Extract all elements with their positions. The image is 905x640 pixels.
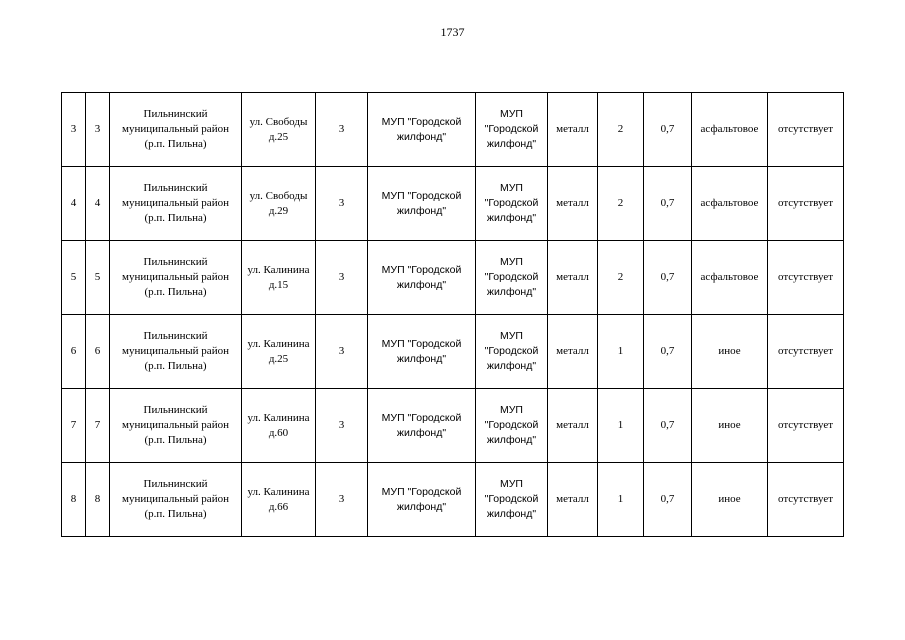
count-cell: 3 [316, 315, 368, 389]
row-number: 5 [62, 241, 86, 315]
row-index: 8 [86, 463, 110, 537]
district-cell: Пильнинский муниципальный район (р.п. Пильна) [110, 463, 242, 537]
row-index: 5 [86, 241, 110, 315]
table-row [62, 315, 844, 389]
containers-cell: 2 [598, 241, 644, 315]
fence-cell: отсутствует [768, 93, 844, 167]
fence-cell: отсутствует [768, 389, 844, 463]
containers-cell: 1 [598, 315, 644, 389]
surface-cell: асфальтовое [692, 167, 768, 241]
count-cell: 3 [316, 463, 368, 537]
owner-cell: МУП "Городской жилфонд" [476, 315, 548, 389]
address-cell: ул. Свободы д.29 [242, 167, 316, 241]
containers-cell: 2 [598, 93, 644, 167]
row-index: 6 [86, 315, 110, 389]
count-cell: 3 [316, 167, 368, 241]
table-row [62, 389, 844, 463]
material-cell: металл [548, 93, 598, 167]
row-number: 4 [62, 167, 86, 241]
fence-cell: отсутствует [768, 241, 844, 315]
containers-cell: 1 [598, 389, 644, 463]
table-row [62, 167, 844, 241]
organization-cell: МУП "Городской жилфонд" [368, 315, 476, 389]
row-number: 3 [62, 93, 86, 167]
fence-cell: отсутствует [768, 463, 844, 537]
row-index: 3 [86, 93, 110, 167]
row-index: 7 [86, 389, 110, 463]
table-row [62, 463, 844, 537]
address-cell: ул. Калинина д.15 [242, 241, 316, 315]
owner-cell: МУП "Городской жилфонд" [476, 93, 548, 167]
district-cell: Пильнинский муниципальный район (р.п. Пильна) [110, 167, 242, 241]
surface-cell: асфальтовое [692, 93, 768, 167]
material-cell: металл [548, 389, 598, 463]
waste-sites-table [61, 92, 844, 537]
material-cell: металл [548, 463, 598, 537]
surface-cell: асфальтовое [692, 241, 768, 315]
row-number: 8 [62, 463, 86, 537]
volume-cell: 0,7 [644, 167, 692, 241]
organization-cell: МУП "Городской жилфонд" [368, 463, 476, 537]
district-cell: Пильнинский муниципальный район (р.п. Пильна) [110, 389, 242, 463]
owner-cell: МУП "Городской жилфонд" [476, 167, 548, 241]
containers-cell: 1 [598, 463, 644, 537]
address-cell: ул. Калинина д.66 [242, 463, 316, 537]
volume-cell: 0,7 [644, 315, 692, 389]
count-cell: 3 [316, 389, 368, 463]
district-cell: Пильнинский муниципальный район (р.п. Пильна) [110, 241, 242, 315]
address-cell: ул. Свободы д.25 [242, 93, 316, 167]
owner-cell: МУП "Городской жилфонд" [476, 241, 548, 315]
count-cell: 3 [316, 93, 368, 167]
material-cell: металл [548, 315, 598, 389]
row-index: 4 [86, 167, 110, 241]
surface-cell: иное [692, 315, 768, 389]
row-number: 7 [62, 389, 86, 463]
fence-cell: отсутствует [768, 315, 844, 389]
fence-cell: отсутствует [768, 167, 844, 241]
surface-cell: иное [692, 389, 768, 463]
district-cell: Пильнинский муниципальный район (р.п. Пильна) [110, 93, 242, 167]
volume-cell: 0,7 [644, 463, 692, 537]
organization-cell: МУП "Городской жилфонд" [368, 167, 476, 241]
material-cell: металл [548, 241, 598, 315]
owner-cell: МУП "Городской жилфонд" [476, 389, 548, 463]
volume-cell: 0,7 [644, 93, 692, 167]
surface-cell: иное [692, 463, 768, 537]
address-cell: ул. Калинина д.25 [242, 315, 316, 389]
volume-cell: 0,7 [644, 241, 692, 315]
district-cell: Пильнинский муниципальный район (р.п. Пильна) [110, 315, 242, 389]
table-row [62, 93, 844, 167]
table-row [62, 241, 844, 315]
organization-cell: МУП "Городской жилфонд" [368, 389, 476, 463]
owner-cell: МУП "Городской жилфонд" [476, 463, 548, 537]
organization-cell: МУП "Городской жилфонд" [368, 93, 476, 167]
containers-cell: 2 [598, 167, 644, 241]
count-cell: 3 [316, 241, 368, 315]
address-cell: ул. Калинина д.60 [242, 389, 316, 463]
organization-cell: МУП "Городской жилфонд" [368, 241, 476, 315]
row-number: 6 [62, 315, 86, 389]
volume-cell: 0,7 [644, 389, 692, 463]
material-cell: металл [548, 167, 598, 241]
page-number: 1737 [440, 25, 465, 39]
